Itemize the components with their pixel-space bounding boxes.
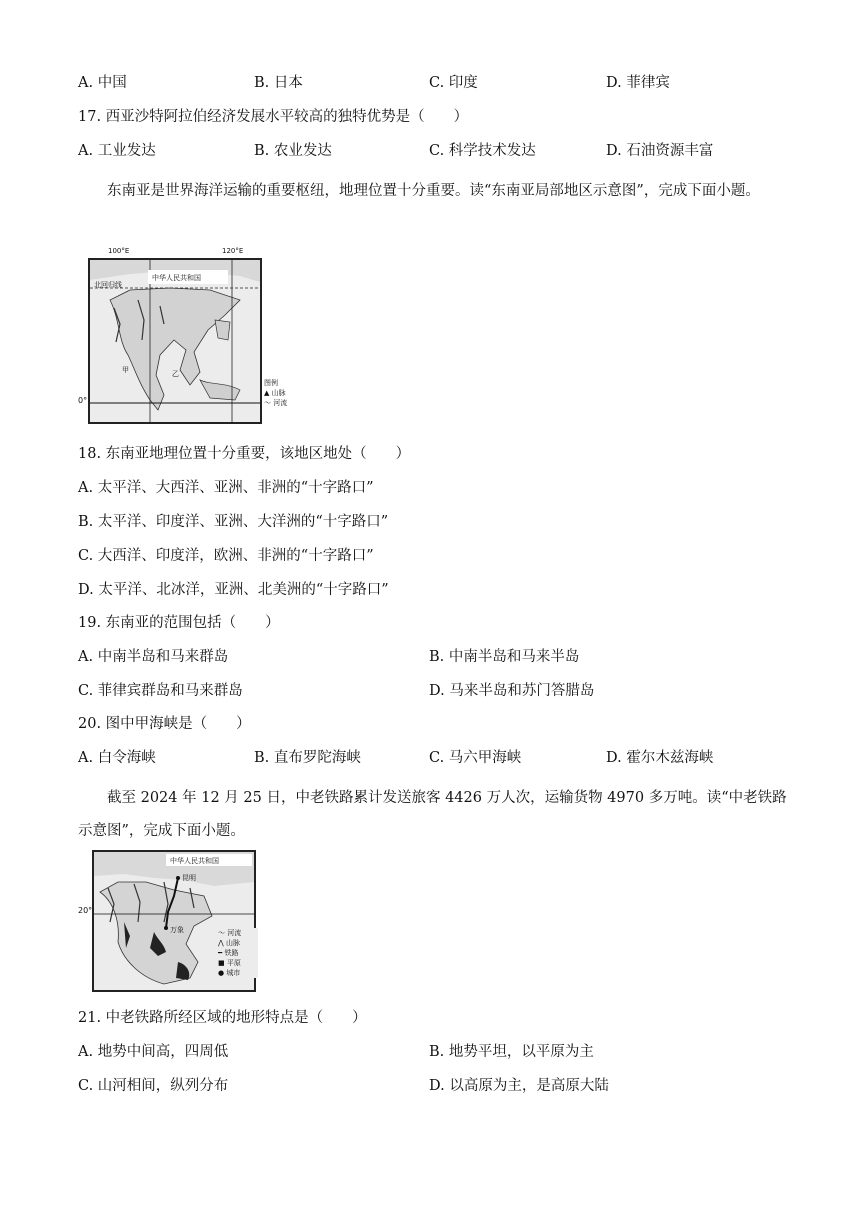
map-southeast-asia	[88, 258, 262, 424]
map1-legend	[264, 378, 304, 408]
q18-stem: 18. 东南亚地理位置十分重要，该地区地处（ ）	[78, 446, 411, 462]
q17-option-d: D. 石油资源丰富	[606, 143, 714, 159]
plain-icon: ■	[218, 959, 225, 967]
q16-option-d: D. 菲律宾	[606, 75, 670, 91]
q20-stem: 20. 图中甲海峡是（ ）	[78, 716, 251, 732]
map1-equator-label: 0°	[78, 396, 88, 405]
map2-legend-mountain: 山脉	[225, 939, 240, 947]
map1-legend-title: 图例	[264, 379, 278, 387]
q18-option-d: D. 太平洋、北冰洋，亚洲、北美洲的“十字路口”	[78, 582, 389, 598]
railway-icon: ━	[218, 949, 223, 957]
intro-china-laos-railway: 截至 2024 年 12 月 25 日，中老铁路累计发送旅客 4426 万人次，运输货物 4970 多万吨。读“中老铁路示意图”，完成下面小题。	[78, 790, 787, 839]
intro-southeast-asia: 东南亚是世界海洋运输的重要枢纽，地理位置十分重要。读“东南亚局部地区示意图”，完成下面小题。	[107, 183, 760, 199]
map2-legend-river: 河流	[227, 929, 242, 937]
q17-option-c: C. 科学技术发达	[429, 143, 536, 159]
map2-legend	[218, 928, 258, 978]
q18-option-c: C. 大西洋、印度洋，欧洲、非洲的“十字路口”	[78, 548, 374, 564]
q16-option-b: B. 日本	[254, 75, 303, 91]
q16-option-a: A. 中国	[78, 75, 127, 91]
q17-option-b: B. 农业发达	[254, 143, 332, 159]
q20-option-a: A. 白令海峡	[78, 750, 156, 766]
mountain-icon: ⋀	[218, 939, 224, 947]
map1-lon-100: 100°E	[108, 247, 130, 255]
q21-option-d: D. 以高原为主，是高原大陆	[429, 1078, 609, 1094]
map2-legend-city: 城市	[226, 969, 241, 977]
q18-option-b: B. 太平洋、印度洋、亚洲、大洋洲的“十字路口”	[78, 514, 389, 530]
map1-yi-label: 乙	[172, 370, 179, 378]
city-icon: ●	[218, 969, 225, 977]
map1-country-label: 中华人民共和国	[152, 274, 201, 282]
q19-option-c: C. 菲律宾群岛和马来群岛	[78, 683, 243, 699]
q21-stem: 21. 中老铁路所经区域的地形特点是（ ）	[78, 1010, 367, 1026]
q21-option-c: C. 山河相间，纵列分布	[78, 1078, 229, 1094]
q20-option-c: C. 马六甲海峡	[429, 750, 522, 766]
mountain-icon: ▲	[264, 389, 270, 397]
q17-option-a: A. 工业发达	[78, 143, 156, 159]
q20-option-d: D. 霍尔木兹海峡	[606, 750, 714, 766]
map1-legend-river: 河流	[273, 399, 288, 407]
q19-option-d: D. 马来半岛和苏门答腊岛	[429, 683, 595, 699]
q19-stem: 19. 东南亚的范围包括（ ）	[78, 615, 280, 631]
map2-city2-label: 万象	[170, 926, 184, 934]
q19-option-b: B. 中南半岛和马来半岛	[429, 649, 580, 665]
q19-option-a: A. 中南半岛和马来群岛	[78, 649, 229, 665]
map1-topleft-label: 北回归线	[94, 281, 122, 289]
q20-option-b: B. 直布罗陀海峡	[254, 750, 361, 766]
q21-option-b: B. 地势平坦，以平原为主	[429, 1044, 594, 1060]
map2-legend-railway: 铁路	[224, 949, 239, 957]
q16-option-c: C. 印度	[429, 75, 478, 91]
q17-stem: 17. 西亚沙特阿拉伯经济发展水平较高的独特优势是（ ）	[78, 109, 469, 125]
q21-option-a: A. 地势中间高，四周低	[78, 1044, 229, 1060]
river-icon: 〜	[264, 399, 271, 407]
river-icon: 〜	[218, 929, 225, 937]
q18-option-a: A. 太平洋、大西洋、亚洲、非洲的“十字路口”	[78, 480, 374, 496]
map1-jia-label: 甲	[122, 366, 129, 374]
map1-lon-120: 120°E	[222, 247, 244, 255]
map2-country-label: 中华人民共和国	[170, 857, 219, 865]
map2-lat-label: 20°	[78, 906, 93, 915]
map2-city-label: 昆明	[182, 874, 196, 882]
map2-legend-plain: 平原	[226, 959, 241, 967]
map1-legend-mountain: 山脉	[271, 389, 286, 397]
